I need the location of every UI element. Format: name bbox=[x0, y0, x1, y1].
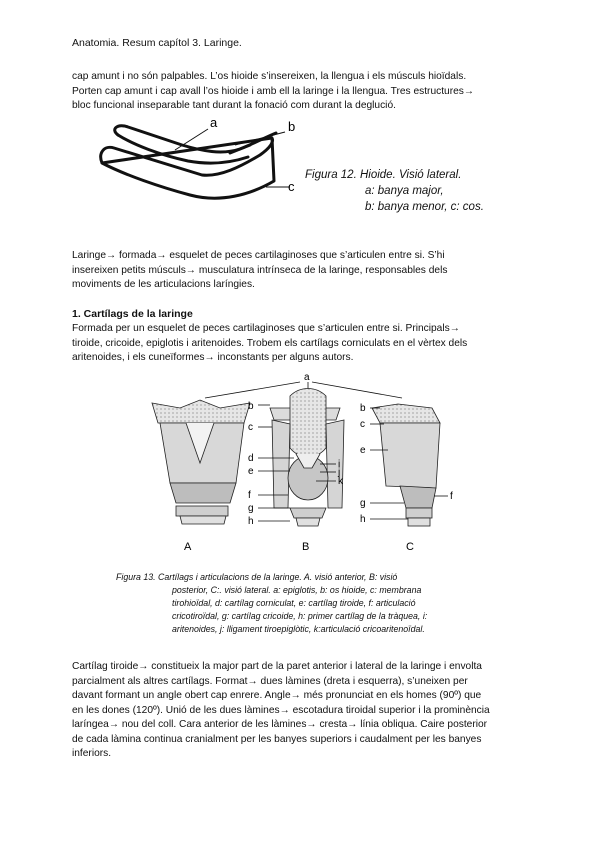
text-line: aritenoides, i els cuneïformes→ inconstants per alguns autors. bbox=[72, 352, 354, 363]
text-line: insereixen petits músculs→ musculatura intrínseca de la laringe, responsables dels bbox=[72, 264, 448, 276]
thyroid-paragraph bbox=[72, 660, 532, 762]
posterior-view bbox=[270, 389, 344, 527]
label-e-lateral: e bbox=[360, 445, 366, 456]
larynx-figure bbox=[140, 368, 470, 558]
label-b-lateral: b bbox=[360, 403, 366, 414]
view-label-c: C bbox=[406, 541, 414, 553]
hyoid-label-c: c bbox=[288, 179, 295, 194]
text-line: cap amunt i no són palpables. L’os hioide s’insereixen, la llengua i els músculs hioïdals. bbox=[72, 71, 467, 82]
text-line: bloc funcional inseparable tant durant la fonació com durant la deglució. bbox=[72, 100, 396, 111]
label-i: i bbox=[338, 459, 341, 470]
cartilage-paragraph bbox=[72, 322, 532, 366]
text-line: Porten cap amunt i cap avall l’os hioide i amb ell la laringe i la llengua. Tres estructures→ bbox=[72, 85, 475, 97]
label-j: j bbox=[338, 467, 341, 478]
hyoid-figure bbox=[90, 115, 310, 220]
label-h: h bbox=[248, 516, 254, 527]
lateral-view bbox=[372, 404, 440, 526]
caption-line: b: banya menor, c: cos. bbox=[365, 201, 484, 213]
caption-line: cricotiroïdal, g: cartílag cricoide, h: primer cartílag de la tràquea, i: bbox=[172, 611, 428, 621]
text-line: parcialment als altres cartílags. Format→ dues làmines (dreta i esquerra), s’uneixen per bbox=[72, 675, 468, 687]
text-line: Cartílag tiroide→ constitueix la major part de la paret anterior i lateral de la laringe i envolta bbox=[72, 661, 482, 672]
label-d: d bbox=[248, 453, 254, 464]
caption-line: tirohioïdal, d: cartílag corniculat, e: cartílag tiroide, f: articulació bbox=[172, 598, 416, 608]
label-f-lateral: f bbox=[450, 491, 453, 502]
hyoid-label-b: b bbox=[288, 119, 296, 134]
label-h-lateral: h bbox=[360, 514, 366, 525]
text-line: moviments de les articulacions laríngies. bbox=[72, 279, 255, 290]
text-line: laríngea→ nou del coll. Cara anterior de les làmines→ cresta→ línia obliqua. Caire posterior bbox=[72, 719, 488, 730]
label-a: a bbox=[304, 372, 310, 383]
intro-paragraph bbox=[72, 70, 532, 114]
label-k: k bbox=[338, 476, 343, 487]
label-b: b bbox=[248, 401, 254, 412]
caption-line: a: banya major, bbox=[365, 185, 444, 197]
text-line: de cada làmina continua cranialment per les banyes superiors i caudalment per les banyes bbox=[72, 733, 482, 745]
text-line: en les dones (120º). Unió de les dues làmines→ escotadura tiroidal superior i la prominència bbox=[72, 704, 490, 716]
text-line: Laringe→ formada→ esquelet de peces cartilaginoses que s’articulen entre si. S’hi bbox=[72, 250, 445, 261]
view-label-a: A bbox=[184, 541, 192, 553]
label-g-lateral: g bbox=[360, 498, 366, 509]
label-c-lateral: c bbox=[360, 419, 365, 430]
label-f: f bbox=[248, 490, 251, 501]
caption-line: aritenoides, j: lligament tiroepiglòtic, k:articulació cricoaritenoïdal. bbox=[172, 624, 425, 634]
figure12-caption bbox=[305, 167, 484, 215]
caption-line: posterior, C:. visió lateral. a: epiglotis, b: os hioide, c: membrana bbox=[172, 585, 422, 595]
label-g: g bbox=[248, 503, 254, 514]
larynx-paragraph bbox=[72, 249, 532, 293]
anterior-view bbox=[152, 400, 250, 524]
hyoid-label-a: a bbox=[210, 115, 218, 130]
text-line: inferiors. bbox=[72, 748, 112, 759]
caption-line: Figura 12. Hioide. Visió lateral. bbox=[305, 169, 462, 181]
view-label-b: B bbox=[302, 541, 310, 553]
section-heading: 1. Cartílags de la laringe bbox=[72, 308, 193, 320]
caption-line: Figura 13. Cartílags i articulacions de la laringe. A. visió anterior, B: visió bbox=[116, 572, 398, 582]
text-line: Formada per un esquelet de peces cartilaginoses que s’articulen entre si. Principals→ bbox=[72, 323, 460, 334]
text-line: tiroide, cricoide, epiglotis i aritenoides. Trobem els cartílags corniculats en el vèrtex dels bbox=[72, 337, 468, 349]
figure13-caption bbox=[116, 571, 486, 636]
label-e: e bbox=[248, 466, 254, 477]
page-header: Anatomia. Resum capítol 3. Laringe. bbox=[72, 37, 242, 49]
text-line: davant formant un angle obert cap enrere. Angle→ més pronunciat en els homes (90º) que bbox=[72, 690, 482, 701]
label-c: c bbox=[248, 422, 253, 433]
